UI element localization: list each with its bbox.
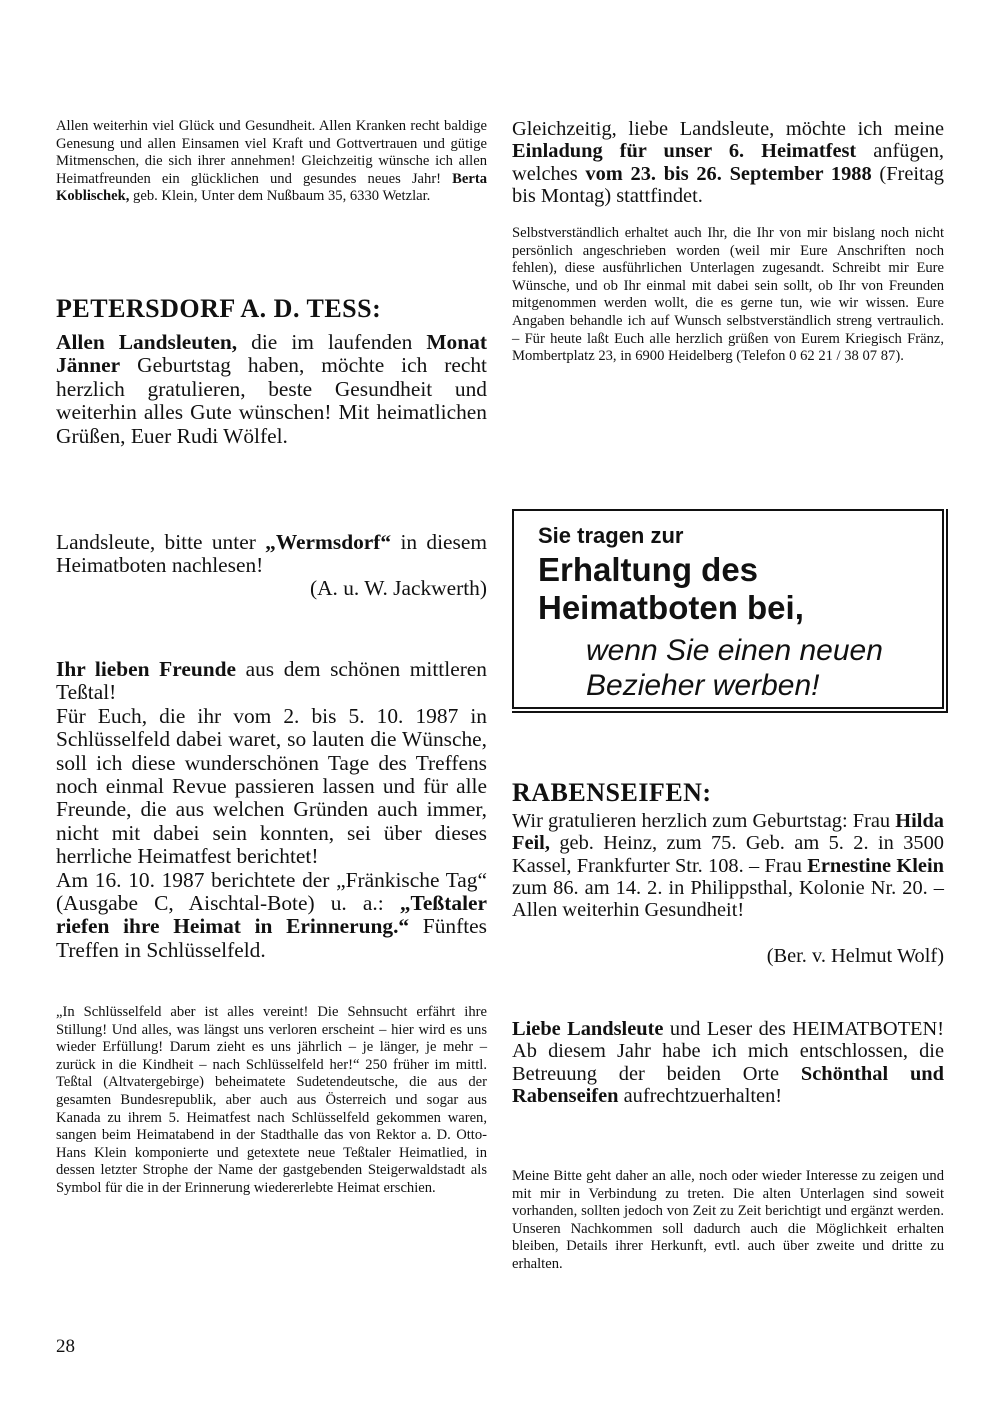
- einladung-paragraph: [512, 118, 944, 207]
- petersdorf-text1: die im laufenden: [251, 330, 413, 354]
- freunde-paragraph: [56, 658, 487, 962]
- einladung-bold1: Einladung für unser 6. Heimatfest: [512, 140, 857, 163]
- freunde-text2: Für Euch, die ihr vom 2. bis 5. 10. 1987 in Schlüsselfeld dabei waret, so lauten die Wünsche, soll ich diese wunderschönen Tage des Treffens noch einmal Revue passieren lassen und für alle Freunde, die aus welchen Gründen auch immer, nicht mit dabei sein konnten, sei über dieses herrliche Heimatfest berichtet!: [56, 703, 487, 869]
- wermsdorf-credit: (A. u. W. Jackwerth): [309, 576, 487, 600]
- rabenseifen-credit: (Ber. v. Helmut Wolf): [766, 945, 944, 967]
- intro-name: Berta Koblischek,: [56, 170, 487, 205]
- freunde-line3: [56, 869, 487, 963]
- ad-box: [512, 509, 944, 709]
- einladung-text1: Gleichzeitig, liebe Landsleute, möchte ich meine: [512, 118, 944, 140]
- petersdorf-heading: PETERSDORF A. D. TESS:: [56, 294, 382, 323]
- wermsdorf-bold: „Wermsdorf“: [265, 530, 392, 554]
- leser-bold: Schönthal und Rabenseifen: [512, 1062, 944, 1107]
- wermsdorf-paragraph: [56, 531, 487, 578]
- intro-address: geb. Klein, Unter dem Nußbaum 35, 6330 Wetzlar.: [133, 188, 431, 205]
- freunde-text4: Fünftes Treffen in Schlüsselfeld.: [56, 914, 487, 962]
- petersdorf-text2: Geburtstag haben, möchte ich recht herzlich gratulieren, beste Gesundheit und weiterhin alles Gute wünschen! Mit heimatlichen Grüßen, Euer Rudi Wölfel.: [56, 353, 487, 448]
- einladung-text3: (Freitag bis Montag) stattfindet.: [512, 162, 944, 207]
- petersdorf-month: Monat Jänner: [56, 330, 487, 378]
- quote-paragraph: „In Schlüsselfeld aber ist alles vereint! Die Sehnsucht erfährt ihre Stillung! Und alles, was längst uns verloren erscheint – hier wird es uns wieder Erfüllung! Darum zieht es uns jährlich – je länger, je mehr – zurück in die Kindheit – nach Schlüsselfeld her!“ 250 früher im mittl. Teßtal (Altvatergebirge) beheimatete Sudetendeutsche, die aus der gesamten Bundesrepublik, aber auch aus Österreich und sogar aus Kanada zu ihrem 5. Heimatfest nach Schlüsselfeld gekommen waren, sangen beim Heimatabend in der Stadthalle das von Rektor a. D. Otto-Hans Klein komponierte und getextete neue Teßtaler Heimatlied, in dessen letzter Strophe der Name der gastgebenden Steigerwaldstadt als Symbol für die in der Erinnerung wiedererlebte Heimat erschien.: [56, 1004, 487, 1196]
- page-number: 28: [56, 1336, 75, 1357]
- rabenseifen-heading: RABENSEIFEN:: [512, 778, 712, 807]
- ad-line3: wenn Sie einen neuen Bezieher werben!: [586, 634, 883, 702]
- freunde-bold: „Teßtaler riefen ihre Heimat in Erinnerung.“: [56, 891, 487, 939]
- anschrift-paragraph: Selbstverständlich erhaltet auch Ihr, die Ihr von mir bislang noch nicht persönlich angeschrieben worden (weil mir Eure Anschriften noch fehlen), diese ausführlichen Unterlagen zugesandt. Schreibt mir Eure Wünsche, und ob Ihr einmal mit dabei sein sollt, ob Ihr von Freunden mitgenommen werden wollt, die es gerne tun, wie wir wissen. Eure Angaben behandle ich auf Wunsch selbstverständlich streng vertraulich. – Für heute laßt Euch alle herzlich grüßen von Eurem Kriegisch Fränz, Mombertplatz 23, in 6900 Heidelberg (Telefon 0 62 21 / 38 07 87).: [512, 225, 944, 365]
- petersdorf-paragraph: [56, 331, 487, 448]
- freunde-text3: Am 16. 10. 1987 berichtete der „Fränkische Tag“ (Ausgabe C, Aischtal-Bote) u. a.:: [56, 867, 487, 916]
- einladung-text2: anfügen, welches: [512, 140, 944, 185]
- wermsdorf-text2: in diesem Heimatboten nachlesen!: [56, 530, 487, 578]
- leser-paragraph: [512, 1018, 944, 1107]
- freunde-line1: [56, 658, 487, 705]
- petersdorf-lead: Allen Landsleuten,: [56, 330, 238, 354]
- leser-text2: aufrechtzuerhalten!: [623, 1084, 783, 1107]
- intro-text: Allen weiterhin viel Glück und Gesundheit. Allen Kranken recht baldige Genesung und allen Einsamen viel Kraft und Gottvertrauen und gütige Mitmenschen, die sich ihrer annehmen! Gleichzeitig wünsche ich allen Heimatfreunden ein glücklichen und gesundes neues Jahr!: [56, 118, 487, 187]
- rabenseifen-name1: Hilda Feil,: [512, 810, 944, 855]
- rabenseifen-text2: geb. Heinz, zum 75. Geb. am 5. 2. in 3500 Kassel, Frankfurter Str. 108. – Frau: [512, 832, 944, 877]
- rabenseifen-text1: Wir gratulieren herzlich zum Geburtstag: Frau: [512, 810, 891, 832]
- rabenseifen-paragraph: [512, 810, 944, 921]
- freunde-lead: Ihr lieben Freunde: [56, 657, 237, 681]
- intro-paragraph: [56, 118, 487, 206]
- rabenseifen-name2: Ernestine Klein: [807, 854, 944, 877]
- bitte-paragraph: Meine Bitte geht daher an alle, noch oder wieder Interesse zu zeigen und mit mir in Verbindung zu treten. Die alten Unterlagen sind soweit vorhanden, sollten jedoch von Zeit zu Zeit berichtigt und ergänzt werden. Unseren Nachkommen soll dadurch auch die Möglichkeit erhalten bleiben, Details ihrer Herkunft, evtl. auch über zweite und dritte zu erhalten.: [512, 1168, 944, 1272]
- ad-line2: Erhaltung des Heimatboten bei,: [538, 551, 804, 626]
- leser-text1: und Leser des HEIMATBOTEN! Ab diesem Jahr habe ich mich entschlossen, die Betreuung der beiden Orte: [512, 1018, 944, 1085]
- ad-line1: Sie tragen zur: [538, 523, 684, 548]
- leser-lead: Liebe Landsleute: [512, 1018, 664, 1040]
- rabenseifen-text3: zum 86. am 14. 2. in Philippsthal, Kolonie Nr. 20. – Allen weiterhin Gesundheit!: [512, 876, 944, 922]
- freunde-text1: aus dem schönen mittleren Teßtal!: [56, 657, 488, 705]
- einladung-bold2: vom 23. bis 26. September 1988: [585, 162, 872, 185]
- wermsdorf-text1: Landsleute, bitte unter: [56, 530, 256, 554]
